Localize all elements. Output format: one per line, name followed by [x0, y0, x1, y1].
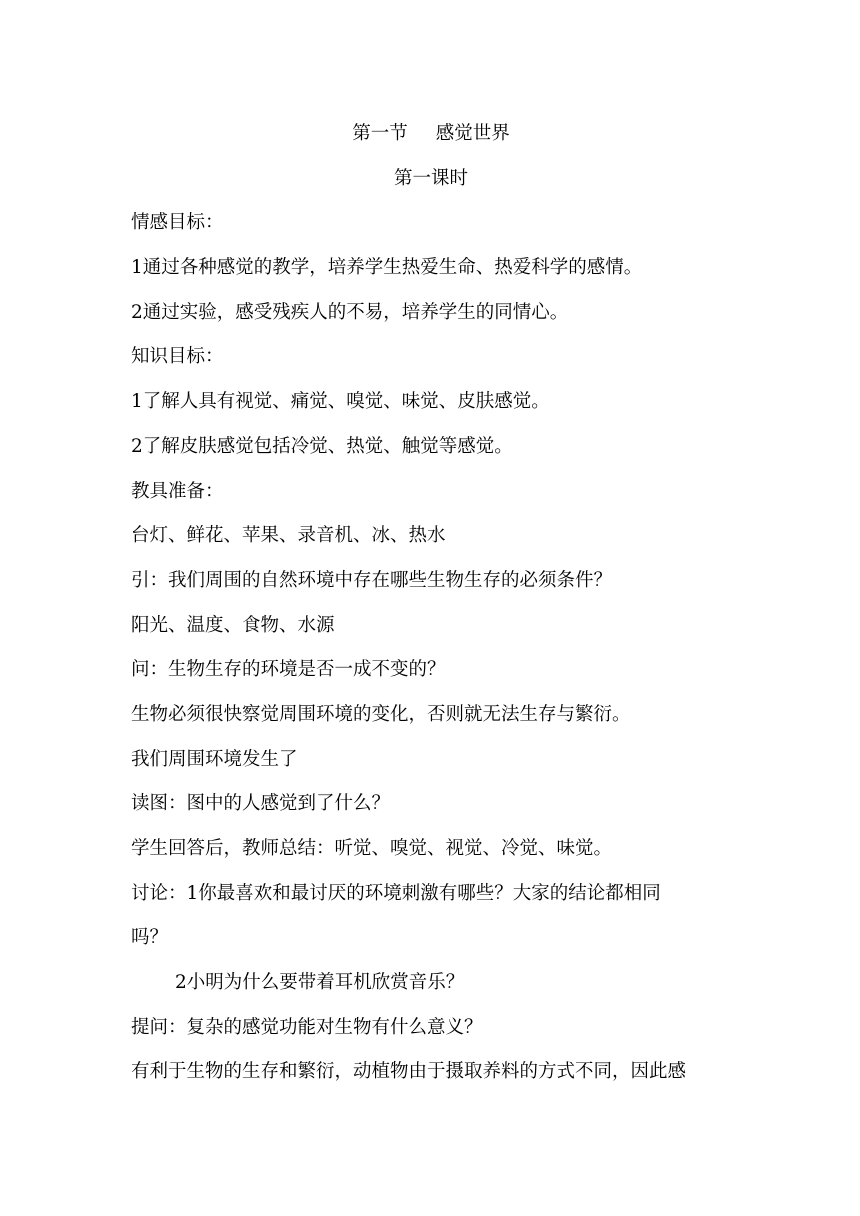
lesson-subtitle: 第一课时: [393, 167, 468, 189]
heading-knowledge-goals: 知识目标：: [131, 346, 224, 368]
discussion-line-1: 讨论：1你最喜欢和最讨厌的环境刺激有哪些？大家的结论都相同: [131, 882, 661, 904]
knowledge-goal-2: 2了解皮肤感觉包括冷觉、热觉、触觉等感觉。: [131, 435, 513, 457]
emotional-goal-1: 1通过各种感觉的教学，培养学生热爱生命、热爱科学的感情。: [131, 257, 643, 279]
question-significance: 提问：复杂的感觉功能对生物有什么意义？: [131, 1016, 483, 1038]
intro-answer: 阳光、温度、食物、水源: [131, 614, 335, 636]
discussion-item-2: 2小明为什么要带着耳机欣赏音乐？: [175, 972, 465, 994]
section-number: 第一节: [352, 123, 408, 144]
question-environment: 问：生物生存的环境是否一成不变的？: [131, 659, 446, 681]
section-title: [131, 112, 731, 157]
environment-changes: 我们周围环境发生了: [131, 748, 298, 770]
section-name: 感觉世界: [435, 123, 510, 144]
intro-question: 引：我们周围的自然环境中存在哪些生物生存的必须条件？: [131, 569, 613, 591]
teacher-summary: 学生回答后，教师总结：听觉、嗅觉、视觉、冷觉、味觉。: [131, 838, 613, 859]
knowledge-goal-1: 1了解人具有视觉、痛觉、嗅觉、味觉、皮肤感觉。: [131, 391, 550, 413]
heading-teaching-aids: 教具准备：: [131, 480, 224, 502]
emotional-goal-2: 2通过实验，感受残疾人的不易，培养学生的同情心。: [131, 301, 569, 323]
discussion-line-2: 吗？: [131, 927, 169, 949]
teaching-aids-list: 台灯、鲜花、苹果、录音机、冰、热水: [131, 525, 446, 547]
read-figure: 读图：图中的人感觉到了什么？: [131, 793, 391, 815]
answer-environment: 生物必须很快察觉周围环境的变化，否则就无法生存与繁衍。: [131, 703, 631, 725]
document-content: [131, 112, 731, 1095]
answer-significance: 有利于生物的生存和繁衍，动植物由于摄取养料的方式不同，因此感: [131, 1061, 687, 1083]
heading-emotional-goals: 情感目标：: [131, 212, 224, 234]
